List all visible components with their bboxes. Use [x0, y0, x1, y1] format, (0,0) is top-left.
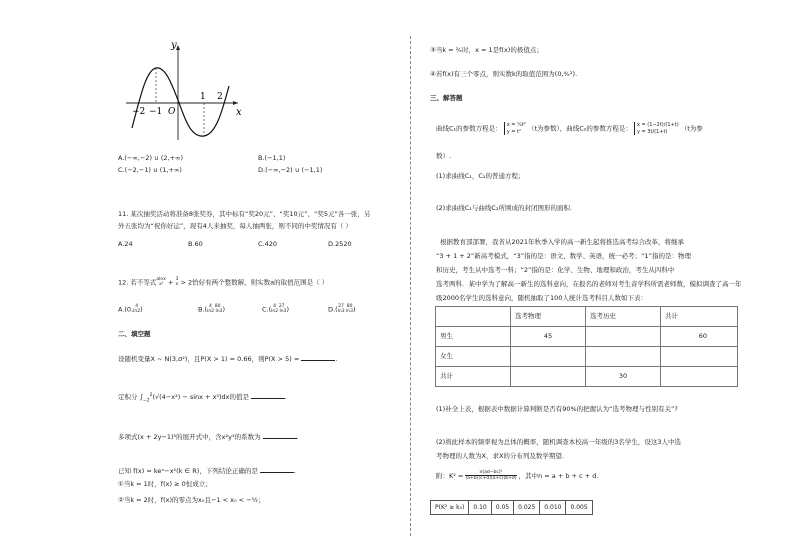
problem-para-line3: 和历史，考生从中选考一科；“2”指的是：化学、生物、地理和政治，考生从四科中: [436, 266, 675, 274]
table-row: [431, 501, 593, 515]
c1-equations: x = ¹⁄₂t² y = t²: [504, 122, 526, 135]
table-cell: [511, 347, 586, 367]
q10-option-d: D.(−∞,−2) ∪ (−1,1): [258, 166, 323, 174]
table-cell: 0.10: [469, 501, 491, 515]
q12-option-c: C.( 4 27 ln2 ln3): [262, 304, 290, 314]
q11-option-a: A.24: [118, 240, 133, 248]
table-cell: 30: [586, 367, 661, 387]
table-cell: 共计: [436, 367, 511, 387]
origin-label: O: [168, 107, 176, 117]
q11-option-d: D.2520: [328, 240, 352, 248]
table-cell: 45: [511, 327, 586, 347]
table-header: 选考历史: [586, 307, 661, 327]
q10-option-a: A.(−∞,−2) ∪ (2,+∞): [118, 154, 184, 162]
q12-text-b: > 2恰好有两个整数解，则实数a的取值范围是（ ）: [180, 278, 329, 287]
table-cell: [661, 367, 738, 387]
table-row: [436, 307, 738, 327]
k2-formula: 附：K² = $\frac{\text{n(ad−bc)²}}{(a+b)(c+d)(a+c)(b+d)}$ ，其中n = a + b + c + d.: [436, 470, 599, 482]
q11-line1: 11. 某次抽奖活动将准备8张奖券，其中标有“奖20元”、“奖10元”、“奖5元”各一张，另: [118, 210, 371, 218]
table-cell: [511, 367, 586, 387]
contingency-table: [435, 306, 738, 387]
curve-param-question: 曲线C₁的参数方程是： x = ¹⁄₂t² y = t² （t为参数），曲线C₂的参数方程是： x = (1−2t)/(1+t) y = 3t/(1+t) （t为参: [436, 122, 703, 135]
q12-option-a: A.(0, 4 ln2): [118, 304, 143, 314]
statement-4: ④若f(x)有三个零点，则实数k的取值范围为(0,⁴⁄ₑ²).: [430, 70, 578, 78]
table-cell: [661, 347, 738, 367]
problem-para-line2: “3 + 1 + 2”新高考模式，“3”指的是：语文、数学、英语，统一必考；“1”指的是：物理: [436, 252, 692, 260]
tick-minus2: −2: [132, 107, 146, 117]
y-label: y: [171, 40, 177, 51]
problem-para-line1: 根据教育部部署，我省从2021年秋季入学的高一新生起将推选高考综合改革，将继承: [440, 238, 685, 246]
fill-question-2: 定积分 $\int_{-2}^2(√(4-x^2) - \sin x + x^3)dx$的值是 .: [118, 392, 288, 404]
table-row: [436, 327, 738, 347]
problem-para-line4: 选考两科．某中学为了解高一新生的选科意向，在报名的老师对考生音学科所需老师数，模拟调查了高一年: [436, 280, 742, 288]
function-graph: [118, 40, 248, 145]
x-label: x: [236, 107, 242, 118]
sub-question-1: (1)求曲线C₁，C₂的普通方程；: [436, 172, 525, 180]
c2-equations: x = (1−2t)/(1+t) y = 3t/(1+t): [634, 122, 679, 135]
q12-option-b: B.( 4 80 ln2 ln3): [198, 304, 225, 314]
q10-option-b: B.(−1,1): [258, 154, 286, 162]
tick-minus1: −1: [149, 107, 163, 117]
table-cell: P(K² ≥ k₀): [431, 501, 469, 515]
fill-question-4-item1: ①当k = 1时，f(x) ≥ 0恒成立；: [118, 480, 212, 488]
curve: [132, 68, 229, 136]
table-cell: [586, 327, 661, 347]
table-row: [436, 367, 738, 387]
question-2-line1: (2)将此样本的频率视为总体的概率，随机调查本校高一年级的3名学生，设这3人中选: [436, 438, 681, 446]
table-cell: 女生: [436, 347, 511, 367]
k2-fraction: $\frac{\text{n(ad−bc)²}}{(a+b)(c+d)(a+c)(b+d)}$: [465, 470, 517, 482]
q11-option-b: B.60: [188, 240, 203, 248]
table-cell: 0.05: [491, 501, 513, 515]
table-cell: 男生: [436, 327, 511, 347]
q12-fraction-2: 3 x: [175, 277, 179, 287]
fill-question-4-item2: ②当k = 2时，f(x)的零点为x₀且−1 < x₀ < −½；: [118, 496, 265, 504]
statement-3: ③当k = ²⁄ₑ时，x = 1是f(x)的极值点；: [430, 46, 543, 54]
param-continuation: 数）.: [436, 152, 452, 160]
tick-1: 1: [200, 92, 206, 102]
section-fill-blank-title: 二、填空题: [118, 330, 151, 338]
q10-option-c: C.(−2,−1) ∪ (1,+∞): [118, 166, 182, 174]
q12-option-d: D.(27 80 ln3 ln3): [328, 304, 356, 314]
table-cell: 0.010: [540, 501, 566, 515]
q12-text-a: 12. 若不等式: [118, 278, 157, 287]
fill-question-3: 多项式(x + 2y−1)⁵的展开式中，含x²y³的系数为 .: [118, 433, 299, 441]
question-2-line2: 考物理的人数为X，求X的分布列及数学期望.: [436, 452, 564, 460]
column-divider: [410, 36, 411, 536]
sub-question-2: (2)求曲线C₁与曲线C₂所围成的封闭图形的面积.: [436, 204, 573, 212]
question-1: (1)补全上表，根据表中数据计算判断是否有90%的把握认为“选考物理与性别有关”?: [436, 405, 678, 413]
tick-2: 2: [217, 92, 223, 102]
q12-stem: 12. 若不等式alnx x² + 3 x > 2恰好有两个整数解，则实数a的取值范围是（ ）: [118, 277, 329, 287]
q12-fraction: alnx x²: [156, 277, 166, 287]
q11-line2: 外五张均为“祝你好运”，现有4人来抽奖，每人抽两张，则不同的中奖情况有（ ）: [118, 222, 352, 230]
table-cell: 0.025: [514, 501, 540, 515]
fill-question-4: 已知 f(x) = keˣ−x²(k ∈ R)，下列结论正确的是 .: [118, 467, 296, 475]
table-cell: 60: [661, 327, 738, 347]
fill-question-1: 设随机变量X ~ N(3,σ²)，且P(X > 1) = 0.66，则P(X > 5) = .: [118, 355, 338, 363]
problem-para-line5: 级2000名学生的选科意向，随机抽取了100人统计选考科目人数如下表：: [436, 294, 647, 302]
section-answer-title: 三、解答题: [430, 94, 463, 102]
critical-value-table: [430, 500, 593, 515]
table-cell: 0.005: [566, 501, 592, 515]
table-header: [436, 307, 511, 327]
x-axis-arrow: [233, 101, 238, 105]
table-header: 共计: [661, 307, 738, 327]
table-header: 选考物理: [511, 307, 586, 327]
q11-option-c: C.420: [258, 240, 278, 248]
table-row: [436, 347, 738, 367]
table-cell: [586, 347, 661, 367]
